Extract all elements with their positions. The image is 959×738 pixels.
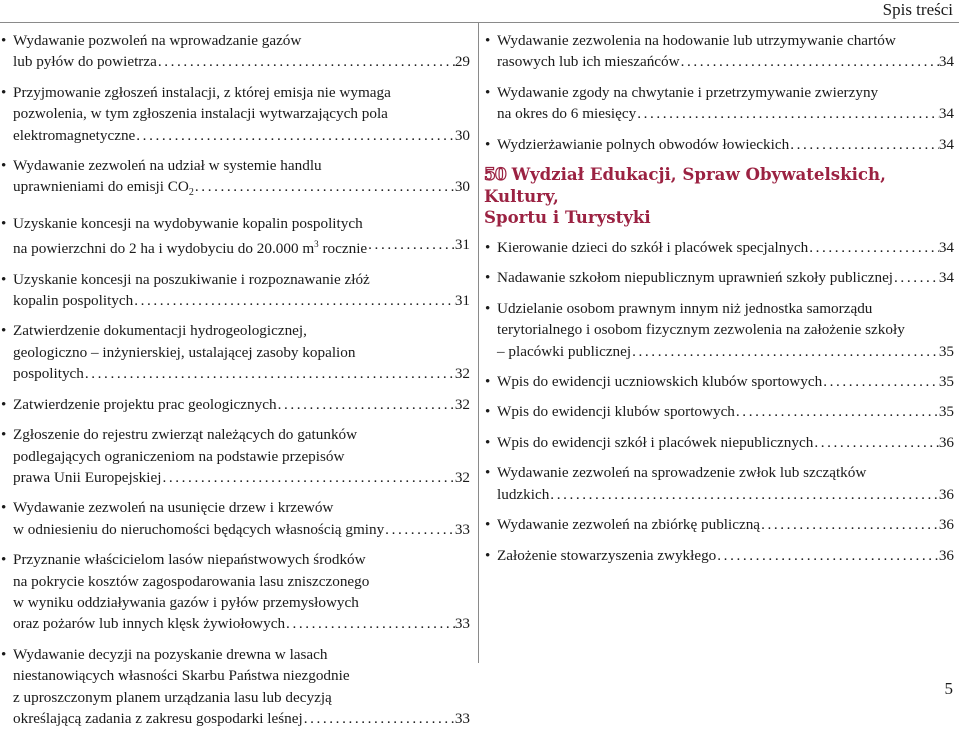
toc-page-ref: 36 — [938, 485, 954, 503]
leader-dots — [368, 234, 455, 259]
toc-entry-last-line — [497, 432, 954, 453]
toc-entry-line: w wyniku oddziaływania gazów i pyłów przemysłowych — [13, 593, 359, 611]
toc-entry-text — [13, 125, 135, 146]
toc-page-ref: 32 — [454, 468, 470, 486]
toc-entry-text-main: Kierowanie dzieci do szkół i placówek specjalnych — [497, 239, 809, 257]
toc-entry-last-line — [13, 363, 470, 384]
toc-entry-text-main: Nadawanie szkołom niepublicznym uprawnień szkoły publicznej — [497, 269, 894, 287]
leader-dots — [286, 613, 455, 634]
leader-dots — [632, 341, 939, 362]
leader-dots — [809, 237, 939, 258]
toc-page-ref: 35 — [938, 373, 954, 391]
toc-entry-last-line — [497, 341, 954, 362]
toc-entry[interactable] — [484, 401, 954, 422]
leader-dots — [717, 545, 939, 566]
toc-entry-line: podlegających ograniczeniom na podstawie przepisów — [13, 447, 345, 465]
toc-entry-text-main: Wydzierżawianie polnych obwodów łowieckich — [497, 135, 790, 153]
toc-entry-text-main: Założenie stowarzyszenia zwykłego — [497, 546, 717, 564]
toc-entry-text-main: oraz pożarów lub innych klęsk żywiołowych — [13, 615, 286, 633]
leader-dots — [85, 363, 455, 384]
toc-entry-text-main: lub pyłów do powietrza — [13, 53, 157, 71]
toc-page-ref: 32 — [454, 365, 470, 383]
leader-dots — [134, 290, 455, 311]
toc-entry-text-main: elektromagnetyczne — [13, 126, 136, 144]
toc-entry-line: geologiczno – inżynierskiej, ustalającej zasoby kopalion — [13, 343, 356, 361]
leader-dots — [894, 267, 939, 288]
toc-entry-last-line — [13, 613, 470, 634]
toc-entry-text — [13, 234, 367, 259]
toc-entry[interactable] — [0, 497, 470, 540]
toc-entry-last-line — [497, 371, 954, 392]
leader-dots — [761, 514, 939, 535]
leader-dots — [790, 134, 939, 155]
toc-entry-text-main: na okres do 6 miesięcy — [497, 105, 637, 123]
toc-entry[interactable] — [0, 549, 470, 635]
toc-entry-line: • Udzielanie osobom prawnym innym niż jednostka samorządu — [497, 299, 873, 317]
toc-page-ref: 33 — [454, 520, 470, 538]
toc-entry[interactable] — [484, 432, 954, 453]
toc-entry-line: • Zatwierdzenie dokumentacji hydrogeologicznej, — [13, 322, 307, 340]
toc-entry-line: • Przyznanie właścicielom lasów niepaństwowych środków — [13, 551, 366, 569]
toc-entry[interactable] — [484, 298, 954, 362]
toc-entry[interactable] — [0, 424, 470, 488]
toc-entry-text — [497, 267, 893, 288]
toc-entry-text — [497, 514, 760, 535]
toc-entry-text — [497, 371, 822, 392]
toc-entry-text-main: pospolitych — [13, 365, 84, 383]
toc-entry[interactable] — [0, 269, 470, 312]
toc-page-ref: 34 — [938, 53, 954, 71]
toc-entry-last-line — [13, 125, 470, 146]
toc-entry-line: niestanowiących własności Skarbu Państwa niezgodnie — [13, 667, 350, 685]
leader-dots — [736, 401, 939, 422]
toc-entry[interactable] — [484, 267, 954, 288]
leader-dots — [136, 125, 455, 146]
toc-entry-text — [13, 176, 194, 203]
toc-page-ref: 29 — [454, 53, 470, 71]
toc-entry-last-line — [13, 519, 470, 540]
toc-entry[interactable] — [484, 462, 954, 505]
toc-entry-line: z uproszczonym planem urządzania lasu lub decyzją — [13, 688, 332, 706]
toc-entry[interactable] — [0, 644, 470, 730]
toc-page-ref: 36 — [938, 433, 954, 451]
toc-entry-text-main: Wpis do ewidencji uczniowskich klubów sportowych — [497, 373, 823, 391]
superscript: 3 — [314, 239, 319, 250]
leader-dots — [304, 708, 455, 729]
leader-dots — [278, 394, 455, 415]
toc-entry[interactable] — [484, 371, 954, 392]
toc-entry-line: • Wydawanie zgody na chwytanie i przetrzymywanie zwierzyny — [497, 83, 879, 101]
toc-entry-last-line — [13, 467, 470, 488]
toc-entry-text — [497, 341, 631, 362]
toc-page-ref: 31 — [454, 236, 470, 254]
toc-entry-text-main: Wpis do ewidencji klubów sportowych — [497, 403, 735, 421]
toc-entry-text — [497, 134, 789, 155]
toc-entry-text — [497, 432, 813, 453]
leader-dots — [195, 176, 455, 203]
toc-entry-line: • Wydawanie pozwoleń na wprowadzanie gazów — [13, 32, 302, 49]
toc-entry-last-line — [13, 176, 470, 203]
section-title-line1: Wydział Edukacji, Spraw Obywatelskich, Kultury, — [484, 164, 886, 207]
toc-entry[interactable] — [484, 30, 954, 73]
header-title: Spis treści — [882, 0, 953, 19]
toc-entry-text-main: Zatwierdzenie projektu prac geologicznych — [13, 395, 277, 413]
toc-entry-last-line — [13, 234, 470, 259]
toc-entry-line: • Wydawanie zezwolenia na hodowanie lub utrzymywanie chartów — [497, 32, 896, 49]
toc-entry[interactable] — [0, 155, 470, 204]
toc-entry-line: • Wydawanie zezwoleń na sprowadzenie zwłok lub szczątków — [497, 464, 867, 482]
toc-entry-line: terytorialnego i osobom fizycznym zezwolenia na założenie szkoły — [497, 321, 905, 339]
toc-entry-last-line — [497, 51, 954, 72]
toc-entry-last-line — [497, 484, 954, 505]
toc-page-ref: 34 — [938, 105, 954, 123]
toc-entry[interactable] — [0, 30, 470, 73]
leader-dots — [681, 51, 939, 72]
subscript: 2 — [188, 187, 194, 199]
toc-page-ref: 34 — [938, 135, 954, 153]
toc-entry[interactable] — [0, 394, 470, 415]
toc-right-column — [484, 30, 954, 575]
toc-entry-text — [497, 401, 735, 422]
toc-entry-line: • Uzyskanie koncesji na poszukiwanie i rozpoznawanie złóż — [13, 270, 370, 288]
leader-dots — [823, 371, 939, 392]
toc-entry-line: • Zgłoszenie do rejestru zwierząt należących do gatunków — [13, 426, 358, 444]
leader-dots — [637, 103, 939, 124]
toc-page-ref: 36 — [938, 516, 954, 534]
header-rule — [0, 22, 959, 23]
toc-page-ref: 34 — [938, 239, 954, 257]
toc-entry-text-main: kopalin pospolitych — [13, 292, 134, 310]
toc-entry-text-main: prawa Unii Europejskiej — [13, 468, 162, 486]
toc-entry-text-main: określającą zadania z zakresu gospodarki leśnej — [13, 709, 303, 727]
toc-page-ref: 33 — [454, 709, 470, 727]
toc-page-ref: 35 — [938, 403, 954, 421]
column-divider — [478, 23, 479, 663]
toc-entry[interactable] — [0, 213, 470, 260]
toc-entry-line: • Uzyskanie koncesji na wydobywanie kopalin pospolitych — [13, 214, 363, 232]
leader-dots — [550, 484, 939, 505]
toc-entry-text — [497, 237, 808, 258]
toc-entry[interactable] — [0, 320, 470, 384]
toc-entry-text — [13, 51, 157, 72]
toc-entry-text-main: – placówki publicznej — [497, 342, 632, 360]
toc-entry-text-main: ludzkich — [497, 485, 550, 503]
toc-page-ref: 32 — [454, 395, 470, 413]
toc-entry-text-main: uprawnieniami do emisji CO — [13, 178, 189, 196]
toc-entry-line: pozwolenia, w tym zgłoszenia instalacji wytwarzających pola — [13, 105, 388, 123]
toc-page-ref: 30 — [454, 126, 470, 144]
toc-entry-last-line — [497, 103, 954, 124]
toc-entry-text — [13, 708, 303, 729]
toc-entry-last-line — [13, 394, 470, 415]
toc-entry-line: • Wydawanie zezwoleń na udział w systemie handlu — [13, 157, 322, 175]
toc-page-ref: 34 — [938, 269, 954, 287]
toc-entry-last-line — [13, 51, 470, 72]
toc-entry-last-line — [497, 545, 954, 566]
toc-entry-line: • Wydawanie zezwoleń na usunięcie drzew i krzewów — [13, 499, 334, 517]
toc-entry-text — [497, 51, 680, 72]
toc-left-column — [0, 30, 470, 738]
section-heading[interactable] — [484, 164, 954, 228]
toc-entry[interactable] — [484, 82, 954, 125]
toc-entry-text-main: w odniesieniu do nieruchomości będących własnością gminy — [13, 520, 385, 538]
toc-entry-text-main: rasowych lub ich mieszańców — [497, 53, 680, 71]
toc-entry-last-line — [13, 290, 470, 311]
section-title-line2: Sportu i Turystyki — [484, 207, 651, 228]
toc-entry-line: • Wydawanie decyzji na pozyskanie drewna w lasach — [13, 645, 328, 663]
leader-dots — [162, 467, 454, 488]
toc-entry-text-main: na powierzchni do 2 ha i wydobyciu do 20.000 m — [13, 240, 315, 258]
toc-page-ref: 33 — [454, 615, 470, 633]
toc-entry-last-line — [497, 134, 954, 155]
toc-entry[interactable] — [484, 514, 954, 535]
toc-page-ref: 35 — [938, 342, 954, 360]
toc-entry-text — [13, 519, 384, 540]
toc-entry-text — [13, 363, 84, 384]
toc-entry-line: • Przyjmowanie zgłoszeń instalacji, z której emisja nie wymaga — [13, 83, 391, 101]
toc-entry[interactable] — [0, 82, 470, 146]
toc-entry-text — [497, 103, 636, 124]
leader-dots — [158, 51, 455, 72]
toc-entry-last-line — [497, 401, 954, 422]
toc-entry[interactable] — [484, 545, 954, 566]
toc-page-ref: 30 — [454, 178, 470, 196]
toc-entry[interactable] — [484, 237, 954, 258]
leader-dots — [385, 519, 455, 540]
toc-entry[interactable] — [484, 134, 954, 155]
toc-entry-last-line — [497, 267, 954, 288]
section-number: 50 — [484, 165, 506, 186]
page-number: 5 — [944, 679, 953, 698]
toc-entry-text — [497, 545, 716, 566]
toc-entry-last-line — [497, 237, 954, 258]
toc-page-ref: 31 — [454, 292, 470, 310]
toc-entry-text — [13, 394, 277, 415]
toc-page-ref: 36 — [938, 546, 954, 564]
toc-entry-text — [13, 467, 161, 488]
leader-dots — [814, 432, 939, 453]
toc-entry-last-line — [13, 708, 470, 729]
toc-entry-text-main: Wpis do ewidencji szkół i placówek niepublicznych — [497, 433, 814, 451]
toc-entry-text — [497, 484, 549, 505]
toc-entry-text-main: Wydawanie zezwoleń na zbiórkę publiczną — [497, 516, 761, 534]
toc-entry-text — [13, 613, 285, 634]
toc-entry-text — [13, 290, 133, 311]
toc-entry-last-line — [497, 514, 954, 535]
toc-entry-text-after: rocznie — [318, 240, 368, 258]
toc-entry-line: na pokrycie kosztów zagospodarowania lasu zniszczonego — [13, 572, 370, 590]
